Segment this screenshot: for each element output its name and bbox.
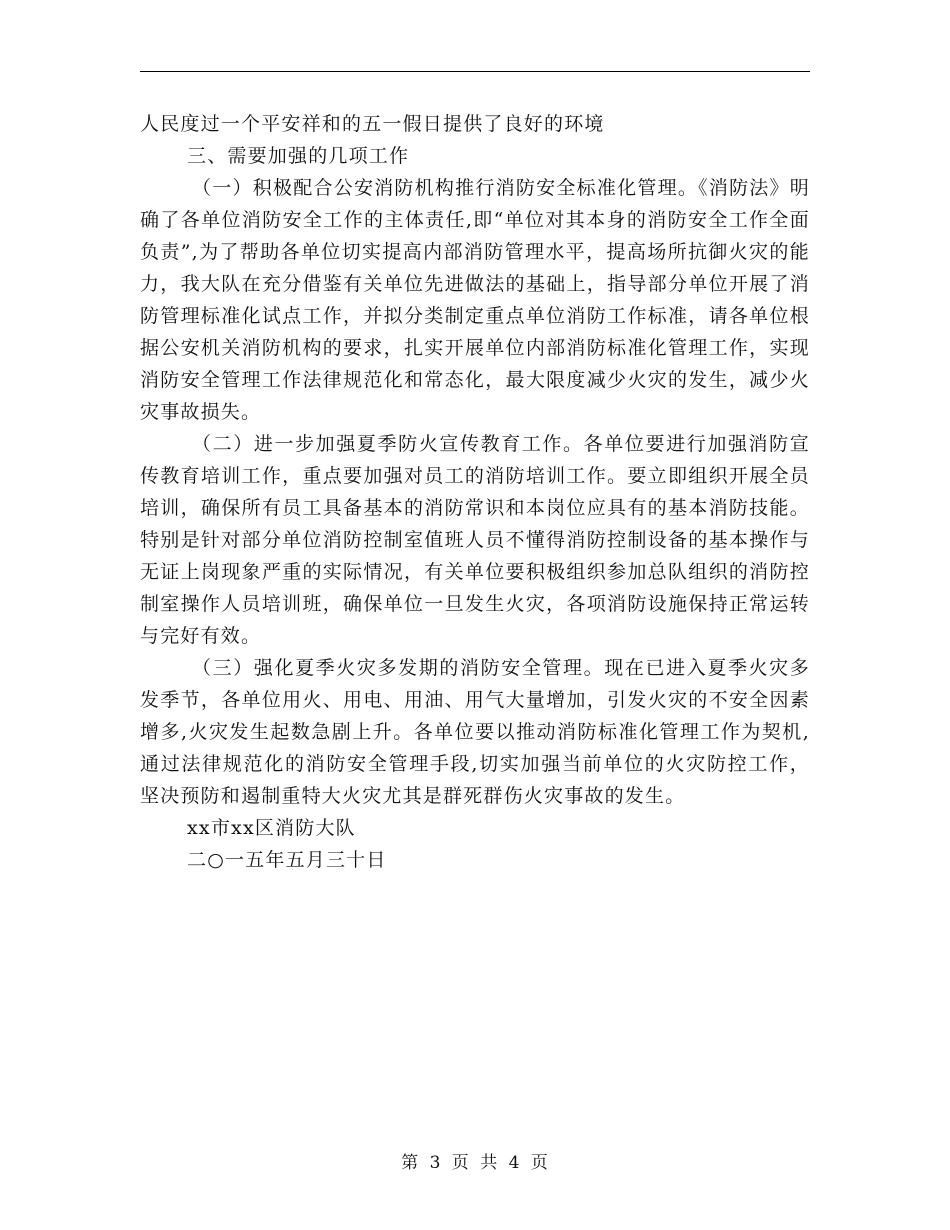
paragraph-item-2: （二）进一步加强夏季防火宣传教育工作。各单位要进行加强消防宣传教育培训工作，重点要加强对员工的消防培训工作。要立即组织开展全员培训，确保所有员工具备基本的消防常识和本岗位应具有的基本消防技能。特别是针对部分单位消防控制室值班人员不懂得消防控制设备的基本操作与无证上岗现象严重的实际情况，有关单位要积极组织参加总队组织的消防控制室操作人员培训班，确保单位一旦发生火灾，各项消防设施保持正常运转与完好有效。 bbox=[140, 433, 810, 647]
paragraph-continuation: 人民度过一个平安祥和的五一假日提供了良好的环境 bbox=[140, 113, 605, 135]
document-body bbox=[140, 108, 810, 876]
footer-label-total: 共 bbox=[480, 1153, 499, 1173]
signature-date: 二○一五年五月三十日 bbox=[187, 849, 387, 871]
signature-organization: xx市xx区消防大队 bbox=[187, 817, 356, 839]
footer-current-page: 3 bbox=[429, 1153, 442, 1173]
footer-label-unit-2: 页 bbox=[530, 1153, 549, 1173]
page-footer bbox=[0, 1148, 950, 1173]
header-rule bbox=[140, 71, 810, 72]
paragraph-item-3: （三）强化夏季火灾多发期的消防安全管理。现在已进入夏季火灾多发季节，各单位用火、用电、用油、用气大量增加，引发火灾的不安全因素增多,火灾发生起数急剧上升。各单位要以推动消防标准化管理工作为契机,通过法律规范化的消防安全管理手段,切实加强当前单位的火灾防控工作，坚决预防和遏制重特大火灾尤其是群死群伤火灾事故的发生。 bbox=[140, 657, 810, 807]
footer-total-pages: 4 bbox=[508, 1153, 521, 1173]
section-heading: 三、需要加强的几项工作 bbox=[187, 145, 410, 167]
footer-label-page: 第 bbox=[401, 1153, 420, 1173]
footer-label-unit: 页 bbox=[451, 1153, 470, 1173]
paragraph-item-1: （一）积极配合公安消防机构推行消防安全标准化管理。《消防法》明确了各单位消防安全工作的主体责任,即“单位对其本身的消防安全工作全面负责”,为了帮助各单位切实提高内部消防管理水平，提高场所抗御火灾的能力，我大队在充分借鉴有关单位先进做法的基础上，指导部分单位开展了消防管理标准化试点工作，并拟分类制定重点单位消防工作标准，请各单位根据公安机关消防机构的要求，扎实开展单位内部消防标准化管理工作，实现消防安全管理工作法律规范化和常态化，最大限度减少火灾的发生，减少火灾事故损失。 bbox=[140, 177, 810, 423]
